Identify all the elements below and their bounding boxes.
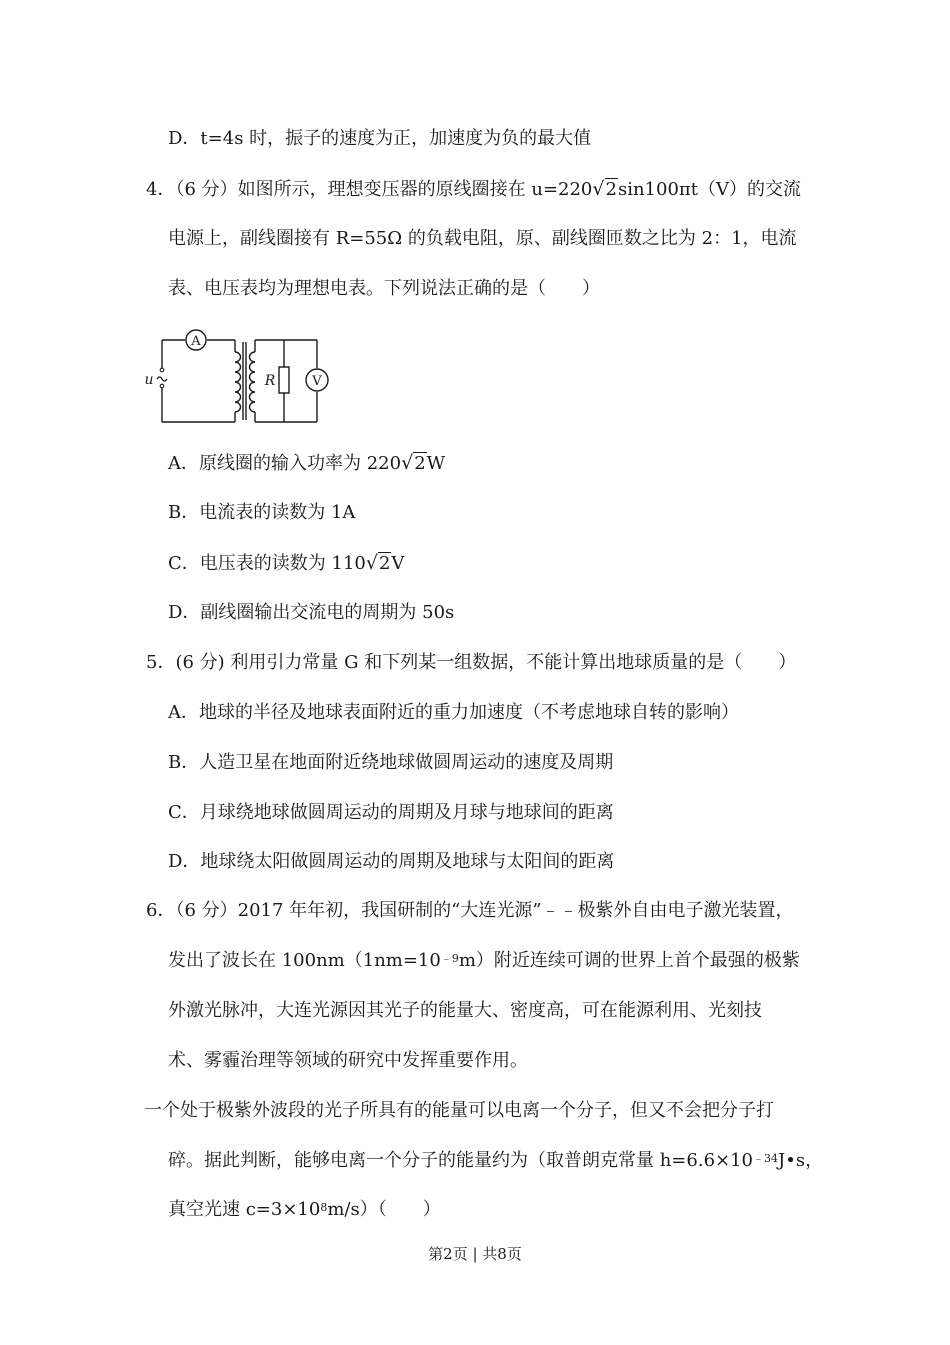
q4-option-c-text: C．电压表的读数为 110: [168, 553, 366, 574]
q5-option-a: A．地球的半径及地球表面附近的重力加速度（不考虑地球自转的影响）: [168, 702, 739, 723]
sqrt-radicand: 2: [414, 453, 426, 474]
q4-stem-text-tail: sin100πt（V）的交流: [617, 179, 801, 200]
q3-option-d: D．t=4s 时，振子的速度为正，加速度为负的最大值: [168, 128, 592, 149]
sqrt-symbol: √2: [592, 178, 617, 200]
q5-stem: 5．(6 分) 利用引力常量 G 和下列某一组数据，不能计算出地球质量的是（ ）: [146, 652, 797, 673]
q4-option-c-unit: V: [391, 553, 405, 574]
q6-line6-text: 碎。据此判断，能够电离一个分子的能量约为（取普朗克常量 h=6.6×10: [168, 1150, 754, 1171]
q4-stem-line3: 表、电压表均为理想电表。下列说法正确的是（ ）: [168, 278, 600, 299]
q5-option-d: D．地球绕太阳做圆周运动的周期及地球与太阳间的距离: [168, 851, 615, 872]
q4-stem-line1: [146, 177, 801, 202]
q4-option-c: [168, 551, 404, 576]
exponent: ﹣34: [753, 1152, 779, 1165]
q4-option-b: B．电流表的读数为 1A: [168, 502, 356, 523]
resistor-icon: [264, 367, 289, 393]
q6-line5: 一个处于极紫外波段的光子所具有的能量可以电离一个分子，但又不会把分子打: [144, 1100, 774, 1121]
q6-line1: 6．（6 分）2017 年年初，我国研制的“大连光源”﹣﹣极紫外自由电子激光装置，: [146, 900, 794, 921]
resistor-label: R: [264, 373, 276, 389]
q6-line4: 术、雾霾治理等领域的研究中发挥重要作用。: [168, 1050, 528, 1071]
q4-option-a: [168, 451, 445, 476]
q4-stem-text: 4．（6 分）如图所示，理想变压器的原线圈接在 u=220: [146, 179, 593, 200]
q4-stem-line2: 电源上，副线圈接有 R=55Ω 的负载电阻，原、副线圈匝数之比为 2：1，电流: [168, 228, 797, 249]
sqrt-radicand: 2: [605, 179, 617, 200]
ammeter-icon: [186, 330, 206, 350]
exponent: ﹣9: [440, 952, 459, 965]
q4-option-a-text: A．原线圈的输入功率为 220: [168, 453, 402, 474]
exponent: 8: [320, 1201, 328, 1214]
voltmeter-label: V: [312, 374, 322, 389]
q6-line7-tail: m/s）（ ）: [327, 1199, 441, 1220]
q6-line7-text: 真空光速 c=3×10: [168, 1199, 321, 1220]
ac-source-icon: [144, 368, 167, 388]
q4-option-a-unit: W: [426, 453, 446, 474]
voltmeter-icon: [306, 369, 328, 391]
sqrt-radicand: 2: [378, 553, 391, 574]
sqrt-symbol: √2: [401, 452, 426, 474]
q5-option-b: B．人造卫星在地面附近绕地球做圆周运动的速度及周期: [168, 752, 614, 773]
q6-line3: 外激光脉冲，大连光源因其光子的能量大、密度高，可在能源利用、光刻技: [168, 1000, 762, 1021]
q4-option-d: D．副线圈输出交流电的周期为 50s: [168, 602, 455, 623]
q5-option-c: C．月球绕地球做圆周运动的周期及月球与地球间的距离: [168, 802, 614, 823]
ammeter-label: A: [191, 334, 201, 349]
source-label: u: [144, 372, 154, 388]
q6-line2-tail: m）附近连续可调的世界上首个最强的极紫: [458, 950, 800, 971]
sqrt-symbol: √2: [365, 552, 391, 574]
transformer-circuit-diagram: [140, 322, 340, 430]
q6-line2-text: 发出了波长在 100nm（1nm=10: [168, 950, 441, 971]
q6-line6: [168, 1149, 823, 1173]
q6-line7: [168, 1198, 441, 1222]
q6-line6-tail: J•s，: [778, 1150, 824, 1171]
page-footer: 第2页 | 共8页: [428, 1245, 522, 1263]
q6-line2: [168, 949, 800, 973]
